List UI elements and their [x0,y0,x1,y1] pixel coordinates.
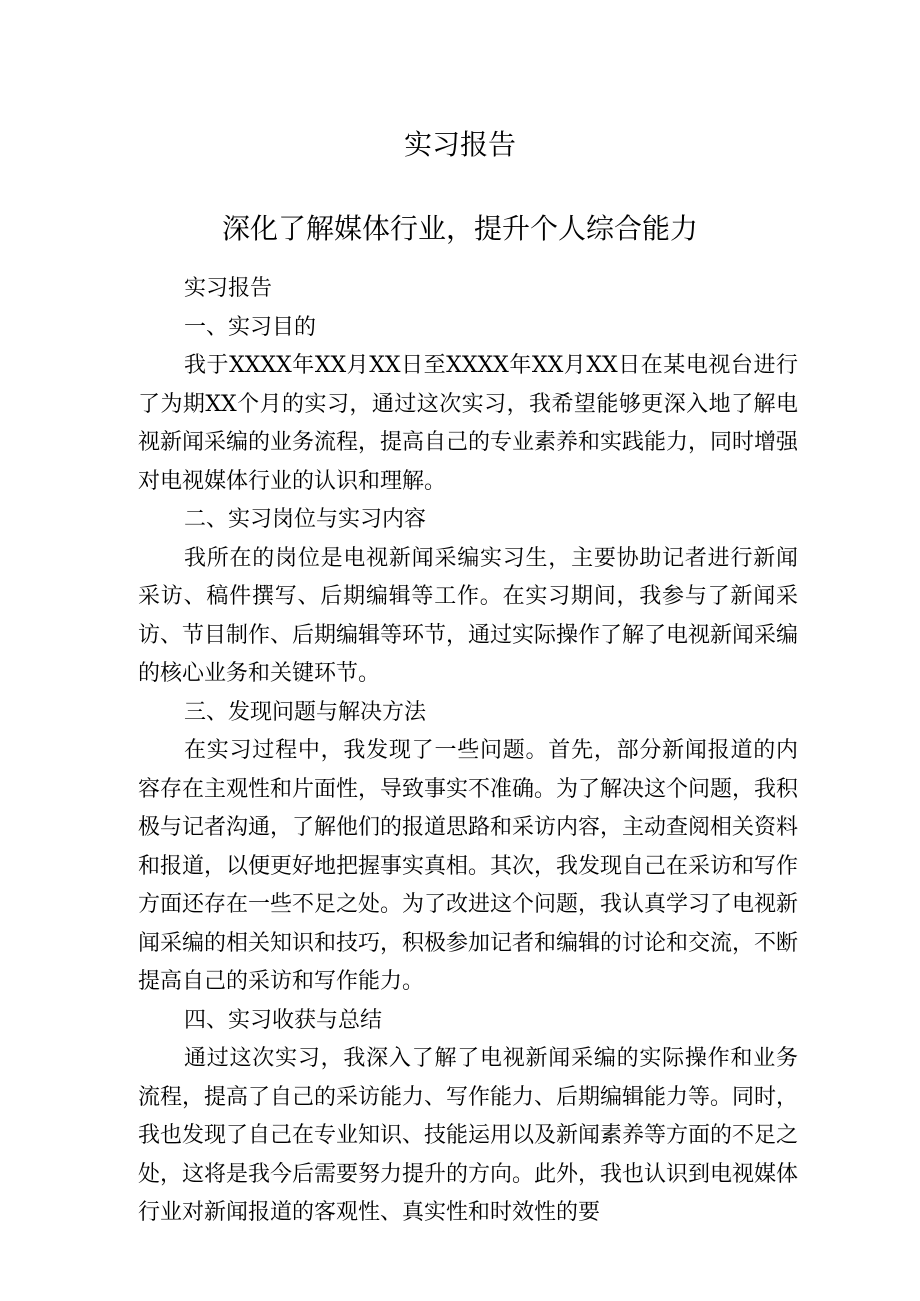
paragraph-position: 我所在的岗位是电视新闻采编实习生，主要协助记者进行新闻采访、稿件撰写、后期编辑等工作。在实习期间，我参与了新闻采访、节目制作、后期编辑等环节，通过实际操作了解了电视新闻采编的核心业务和关键环节。 [138,545,799,686]
section-heading-position: 二、实习岗位与实习内容 [184,507,427,532]
paragraph-purpose: 我于XXXX年XX月XX日至XXXX年XX月XX日在某电视台进行了为期XX个月的实习，通过这次实习，我希望能够更深入地了解电视新闻采编的业务流程，提高自己的专业素养和实践能力，同时增强对电视媒体行业的认识和理解。 [138,353,799,494]
document-title: 实习报告 [403,128,516,161]
body-heading-report: 实习报告 [184,276,273,301]
document-body [138,270,798,1233]
document-subtitle: 深化了解媒体行业，提升个人综合能力 [221,212,698,245]
paragraph-summary: 通过这次实习，我深入了解了电视新闻采编的实际操作和业务流程，提高了自己的采访能力、写作能力、后期编辑能力等。同时，我也发现了自己在专业知识、技能运用以及新闻素养等方面的不足之处，这将是我今后需要努力提升的方向。此外，我也认识到电视媒体行业对新闻报道的客观性、真实性和时效性的要 [138,1046,799,1225]
section-heading-problems: 三、发现问题与解决方法 [184,699,427,725]
paragraph-problems: 在实习过程中，我发现了一些问题。首先，部分新闻报道的内容存在主观性和片面性，导致事实不准确。为了解决这个问题，我积极与记者沟通，了解他们的报道思路和采访内容，主动查阅相关资料和报道，以便更好地把握事实真相。其次，我发现自己在采访和写作方面还存在一些不足之处。为了改进这个问题，我认真学习了电视新闻采编的相关知识和技巧，积极参加记者和编辑的讨论和交流，不断提高自己的采访和写作能力。 [138,738,799,994]
section-heading-summary: 四、实习收获与总结 [184,1007,383,1033]
section-heading-purpose: 一、实习目的 [184,314,317,340]
